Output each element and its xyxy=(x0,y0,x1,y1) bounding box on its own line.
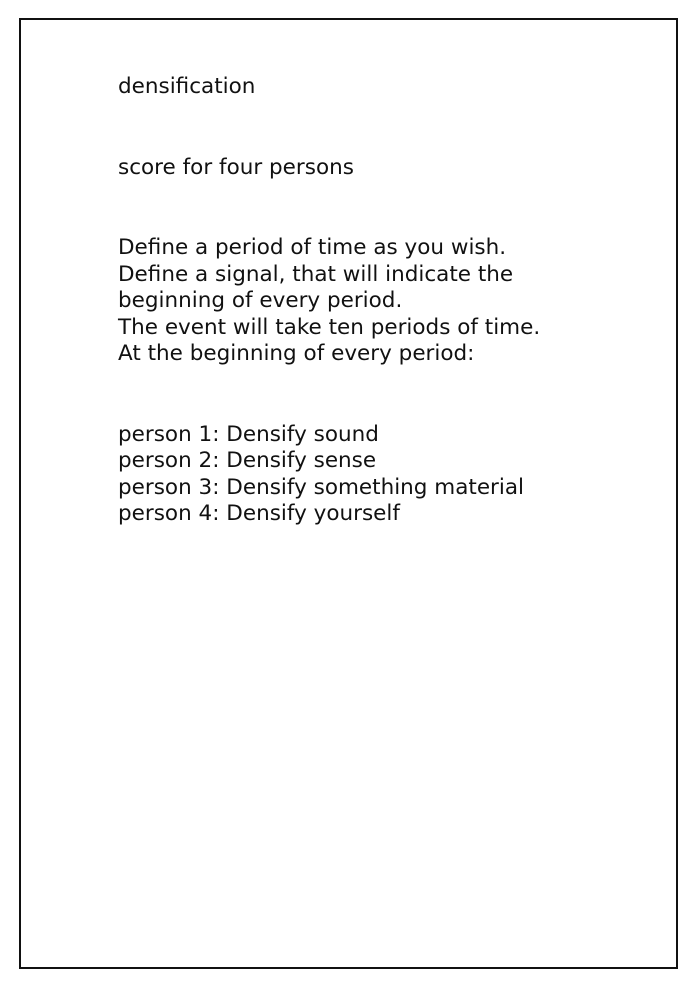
document-subtitle xyxy=(118,155,658,182)
person-instruction: person 4: Densify yourself xyxy=(118,501,400,526)
persons-list xyxy=(118,422,658,528)
person-instruction: person 1: Densify sound xyxy=(118,421,379,447)
person-instruction: person 2: Densify sense xyxy=(118,448,377,473)
instruction-line: The event will take ten periods of time. xyxy=(118,314,541,340)
subtitle-text: score for four persons xyxy=(118,154,354,180)
instruction-line: Define a signal, that will indicate the xyxy=(118,261,514,287)
document-title xyxy=(118,74,658,101)
page-border xyxy=(19,18,678,969)
person-instruction: person 3: Densify something material xyxy=(118,474,525,500)
instruction-line: beginning of every period. xyxy=(118,288,403,313)
instructions-block xyxy=(118,235,658,368)
instruction-line: At the beginning of every period: xyxy=(118,341,475,366)
instruction-line: Define a period of time as you wish. xyxy=(118,235,507,260)
score-content xyxy=(118,74,658,528)
title-text: densification xyxy=(118,74,256,99)
